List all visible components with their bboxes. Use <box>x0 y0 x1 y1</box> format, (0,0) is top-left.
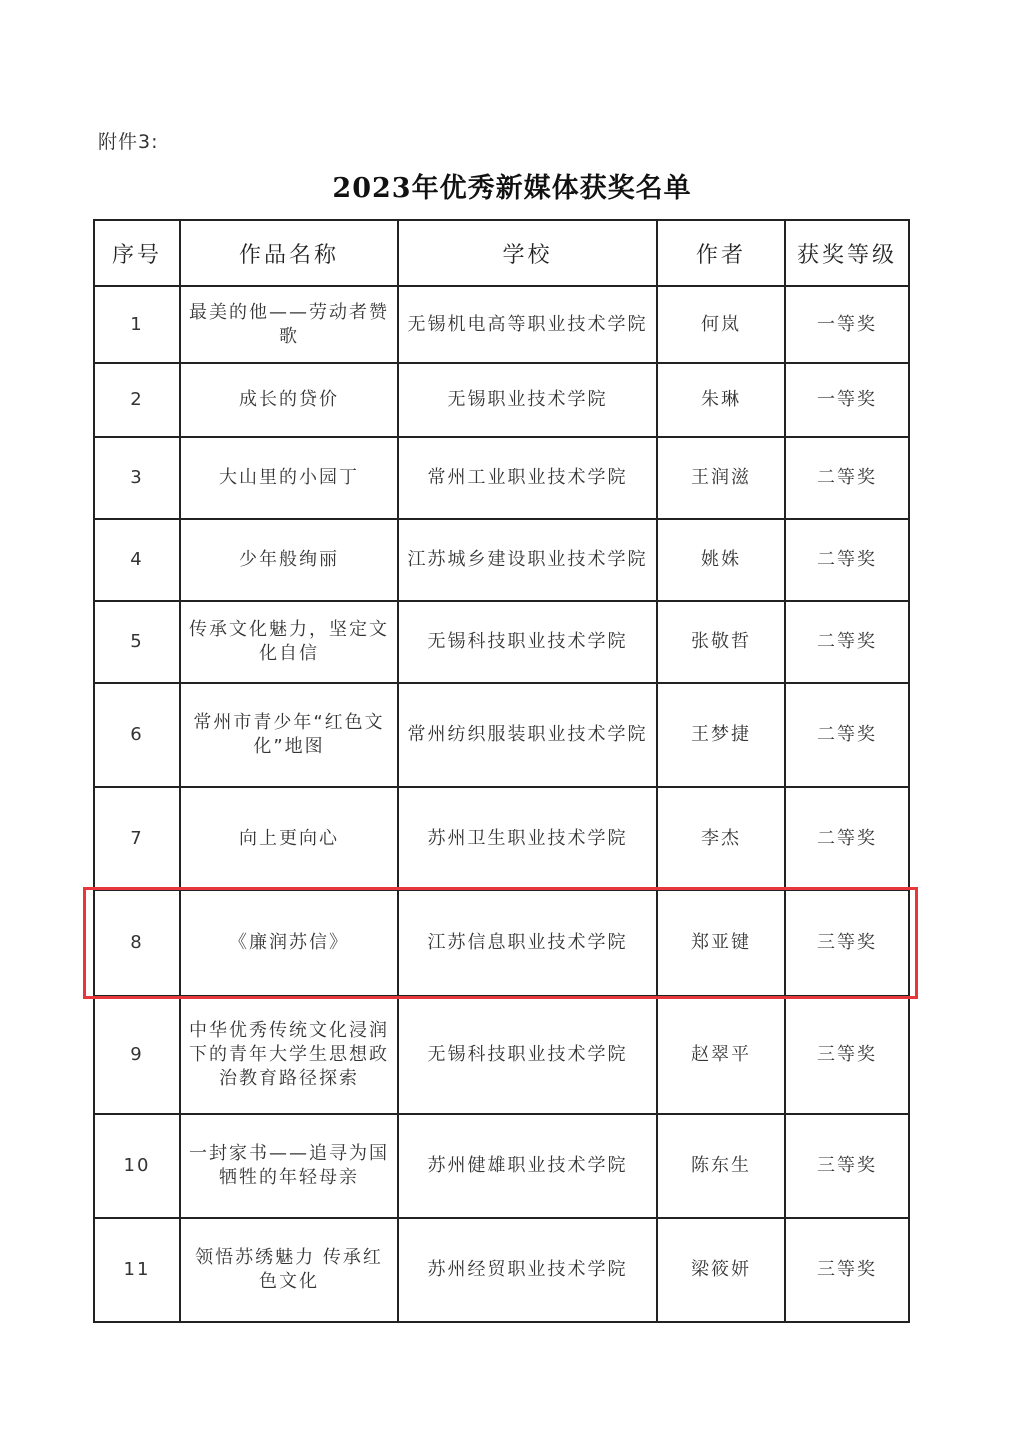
cell-author: 梁筱妍 <box>657 1218 785 1322</box>
cell-school: 无锡科技职业技术学院 <box>398 601 657 683</box>
table-row <box>94 363 909 437</box>
cell-no: 1 <box>94 286 180 363</box>
table-row <box>94 787 909 890</box>
cell-school: 苏州经贸职业技术学院 <box>398 1218 657 1322</box>
cell-no: 11 <box>94 1218 180 1322</box>
cell-author: 赵翠平 <box>657 996 785 1114</box>
table-header-row <box>94 220 909 286</box>
cell-author: 姚姝 <box>657 519 785 601</box>
cell-award: 二等奖 <box>785 437 909 519</box>
table-row <box>94 996 909 1114</box>
cell-work: 成长的贷价 <box>180 363 398 437</box>
cell-no: 5 <box>94 601 180 683</box>
cell-work: 《廉润苏信》 <box>180 890 398 996</box>
cell-no: 10 <box>94 1114 180 1218</box>
cell-award: 二等奖 <box>785 519 909 601</box>
page-title: 2023年优秀新媒体获奖名单 <box>332 173 692 204</box>
cell-author: 王润滋 <box>657 437 785 519</box>
header-no: 序号 <box>94 220 180 286</box>
cell-work: 一封家书——追寻为国牺牲的年轻母亲 <box>180 1114 398 1218</box>
cell-award: 三等奖 <box>785 996 909 1114</box>
cell-award: 二等奖 <box>785 787 909 890</box>
cell-author: 朱琳 <box>657 363 785 437</box>
table-row <box>94 519 909 601</box>
cell-award: 一等奖 <box>785 363 909 437</box>
table-row <box>94 601 909 683</box>
cell-author: 张敬哲 <box>657 601 785 683</box>
header-work: 作品名称 <box>180 220 398 286</box>
cell-author: 郑亚键 <box>657 890 785 996</box>
cell-school: 江苏城乡建设职业技术学院 <box>398 519 657 601</box>
cell-author: 何岚 <box>657 286 785 363</box>
table-row <box>94 1114 909 1218</box>
header-award: 获奖等级 <box>785 220 909 286</box>
cell-school: 无锡科技职业技术学院 <box>398 996 657 1114</box>
cell-award: 二等奖 <box>785 683 909 787</box>
cell-award: 三等奖 <box>785 890 909 996</box>
cell-no: 8 <box>94 890 180 996</box>
cell-author: 王梦捷 <box>657 683 785 787</box>
cell-work: 大山里的小园丁 <box>180 437 398 519</box>
cell-award: 三等奖 <box>785 1218 909 1322</box>
cell-author: 陈东生 <box>657 1114 785 1218</box>
cell-school: 常州纺织服装职业技术学院 <box>398 683 657 787</box>
cell-no: 3 <box>94 437 180 519</box>
cell-no: 7 <box>94 787 180 890</box>
cell-no: 2 <box>94 363 180 437</box>
table-row <box>94 286 909 363</box>
cell-work: 中华优秀传统文化浸润下的青年大学生思想政治教育路径探索 <box>180 996 398 1114</box>
cell-no: 9 <box>94 996 180 1114</box>
cell-school: 无锡机电高等职业技术学院 <box>398 286 657 363</box>
cell-no: 4 <box>94 519 180 601</box>
cell-school: 苏州健雄职业技术学院 <box>398 1114 657 1218</box>
cell-no: 6 <box>94 683 180 787</box>
cell-work: 向上更向心 <box>180 787 398 890</box>
cell-award: 三等奖 <box>785 1114 909 1218</box>
header-school: 学校 <box>398 220 657 286</box>
cell-school: 苏州卫生职业技术学院 <box>398 787 657 890</box>
table-row <box>94 890 909 996</box>
cell-work: 传承文化魅力，坚定文化自信 <box>180 601 398 683</box>
table-row <box>94 683 909 787</box>
table-row <box>94 437 909 519</box>
awards-table <box>93 219 910 1323</box>
cell-award: 一等奖 <box>785 286 909 363</box>
cell-work: 最美的他——劳动者赞歌 <box>180 286 398 363</box>
header-author: 作者 <box>657 220 785 286</box>
cell-school: 常州工业职业技术学院 <box>398 437 657 519</box>
attachment-label: 附件3: <box>98 131 159 153</box>
cell-award: 二等奖 <box>785 601 909 683</box>
cell-work: 少年般绚丽 <box>180 519 398 601</box>
cell-work: 常州市青少年“红色文化”地图 <box>180 683 398 787</box>
cell-school: 无锡职业技术学院 <box>398 363 657 437</box>
cell-school: 江苏信息职业技术学院 <box>398 890 657 996</box>
cell-work: 领悟苏绣魅力 传承红色文化 <box>180 1218 398 1322</box>
table-row <box>94 1218 909 1322</box>
cell-author: 李杰 <box>657 787 785 890</box>
